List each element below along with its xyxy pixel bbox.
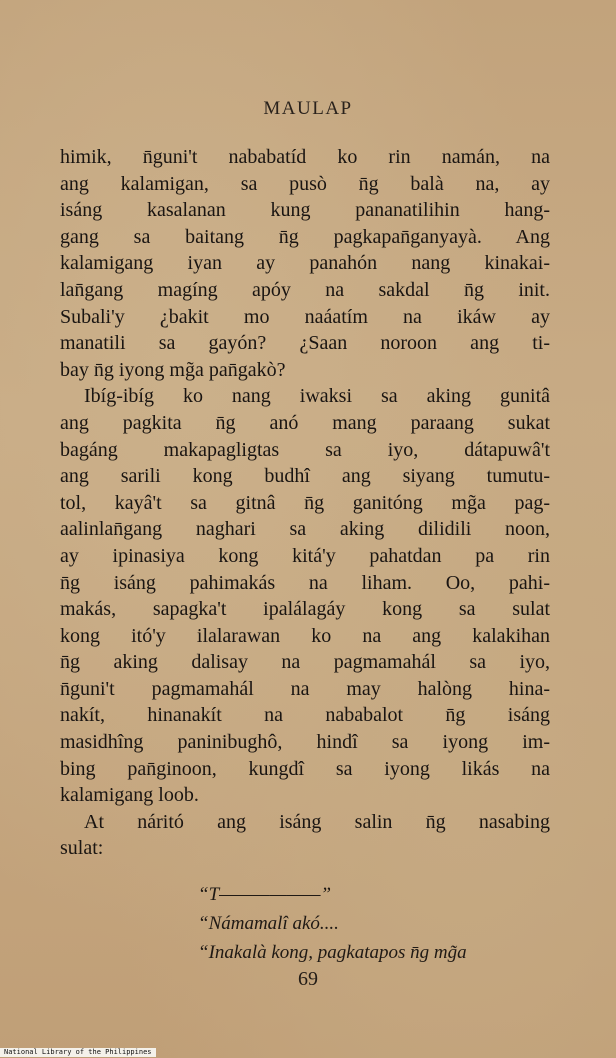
text-line: ang pagkita n̄g anó mang paraang sukat — [60, 411, 550, 434]
text-line: kalamigang loob. — [60, 784, 199, 807]
text-line: nakít, hinanakít na nababalot n̄g isáng — [60, 704, 550, 727]
text-line: tol, kayâ't sa gitnâ n̄g ganitóng mg̃a pag- — [60, 491, 550, 514]
text-line: ang kalamigan, sa pusò n̄g balà na, ay — [60, 172, 550, 195]
text-line: Subali'y ¿bakit mo naáatím na ikáw ay — [60, 305, 550, 328]
text-line: bay n̄g iyong mg̃a pan̄gakò? — [60, 358, 286, 381]
library-credit: National Library of the Philippines — [0, 1048, 156, 1057]
text-line: bing pan̄ginoon, kungdî sa iyong likás na — [60, 757, 550, 780]
text-line: bagáng makapagligtas sa iyo, dátapuwâ't — [60, 438, 550, 461]
text-line: ay ipinasiya kong kitá'y pahatdan pa rin — [60, 544, 550, 567]
text-line: aalinlan̄gang naghari sa aking dilidili noon, — [60, 518, 550, 541]
text-line: n̄guni't pagmamahál na may halòng hina- — [60, 677, 550, 700]
text-line: himik, n̄guni't nababatíd ko rin namán, na — [60, 146, 550, 168]
text-line: masidhîng paninibughô, hindî sa iyong im- — [60, 731, 550, 754]
text-line: At náritó ang isáng salin n̄g nasabing — [84, 810, 550, 833]
running-head: MAULAP — [263, 98, 353, 119]
text-line: sulat: — [60, 837, 104, 860]
text-line: n̄g isáng pahimakás na liham. Oo, pahi- — [60, 571, 550, 594]
text-line: n̄g aking dalisay na pagmamahál sa iyo, — [60, 651, 550, 674]
page-number: 69 — [298, 968, 318, 990]
text-line: ang sarili kong budhî ang siyang tumutu- — [60, 465, 550, 488]
text-line: manatili sa gayón? ¿Saan noroon ang ti- — [60, 332, 550, 355]
text-line: makás, sapagka't ipalálagáy kong sa sulat — [60, 598, 550, 621]
body-text — [60, 144, 550, 862]
letter-line: “T——————” — [198, 884, 332, 905]
text-line: lan̄gang magíng apóy na sakdal n̄g init. — [60, 278, 550, 301]
text-line: isáng kasalanan kung pananatilihin hang- — [60, 199, 550, 222]
text-line: Ibíg-ibíg ko nang iwaksi sa aking gunitâ — [84, 385, 550, 408]
letter-line: “Námamalî akó.... — [198, 913, 339, 934]
text-line: kong itó'y ilalarawan ko na ang kalakihan — [60, 624, 550, 647]
text-line: gang sa baitang n̄g pagkapan̄ganyayà. Ang — [60, 225, 550, 248]
text-line: kalamigang iyan ay panahón nang kinakai- — [60, 252, 550, 275]
letter-line: “Inakalà kong, pagkatapos n̄g mg̃a — [198, 942, 467, 963]
letter-quote — [198, 880, 578, 967]
